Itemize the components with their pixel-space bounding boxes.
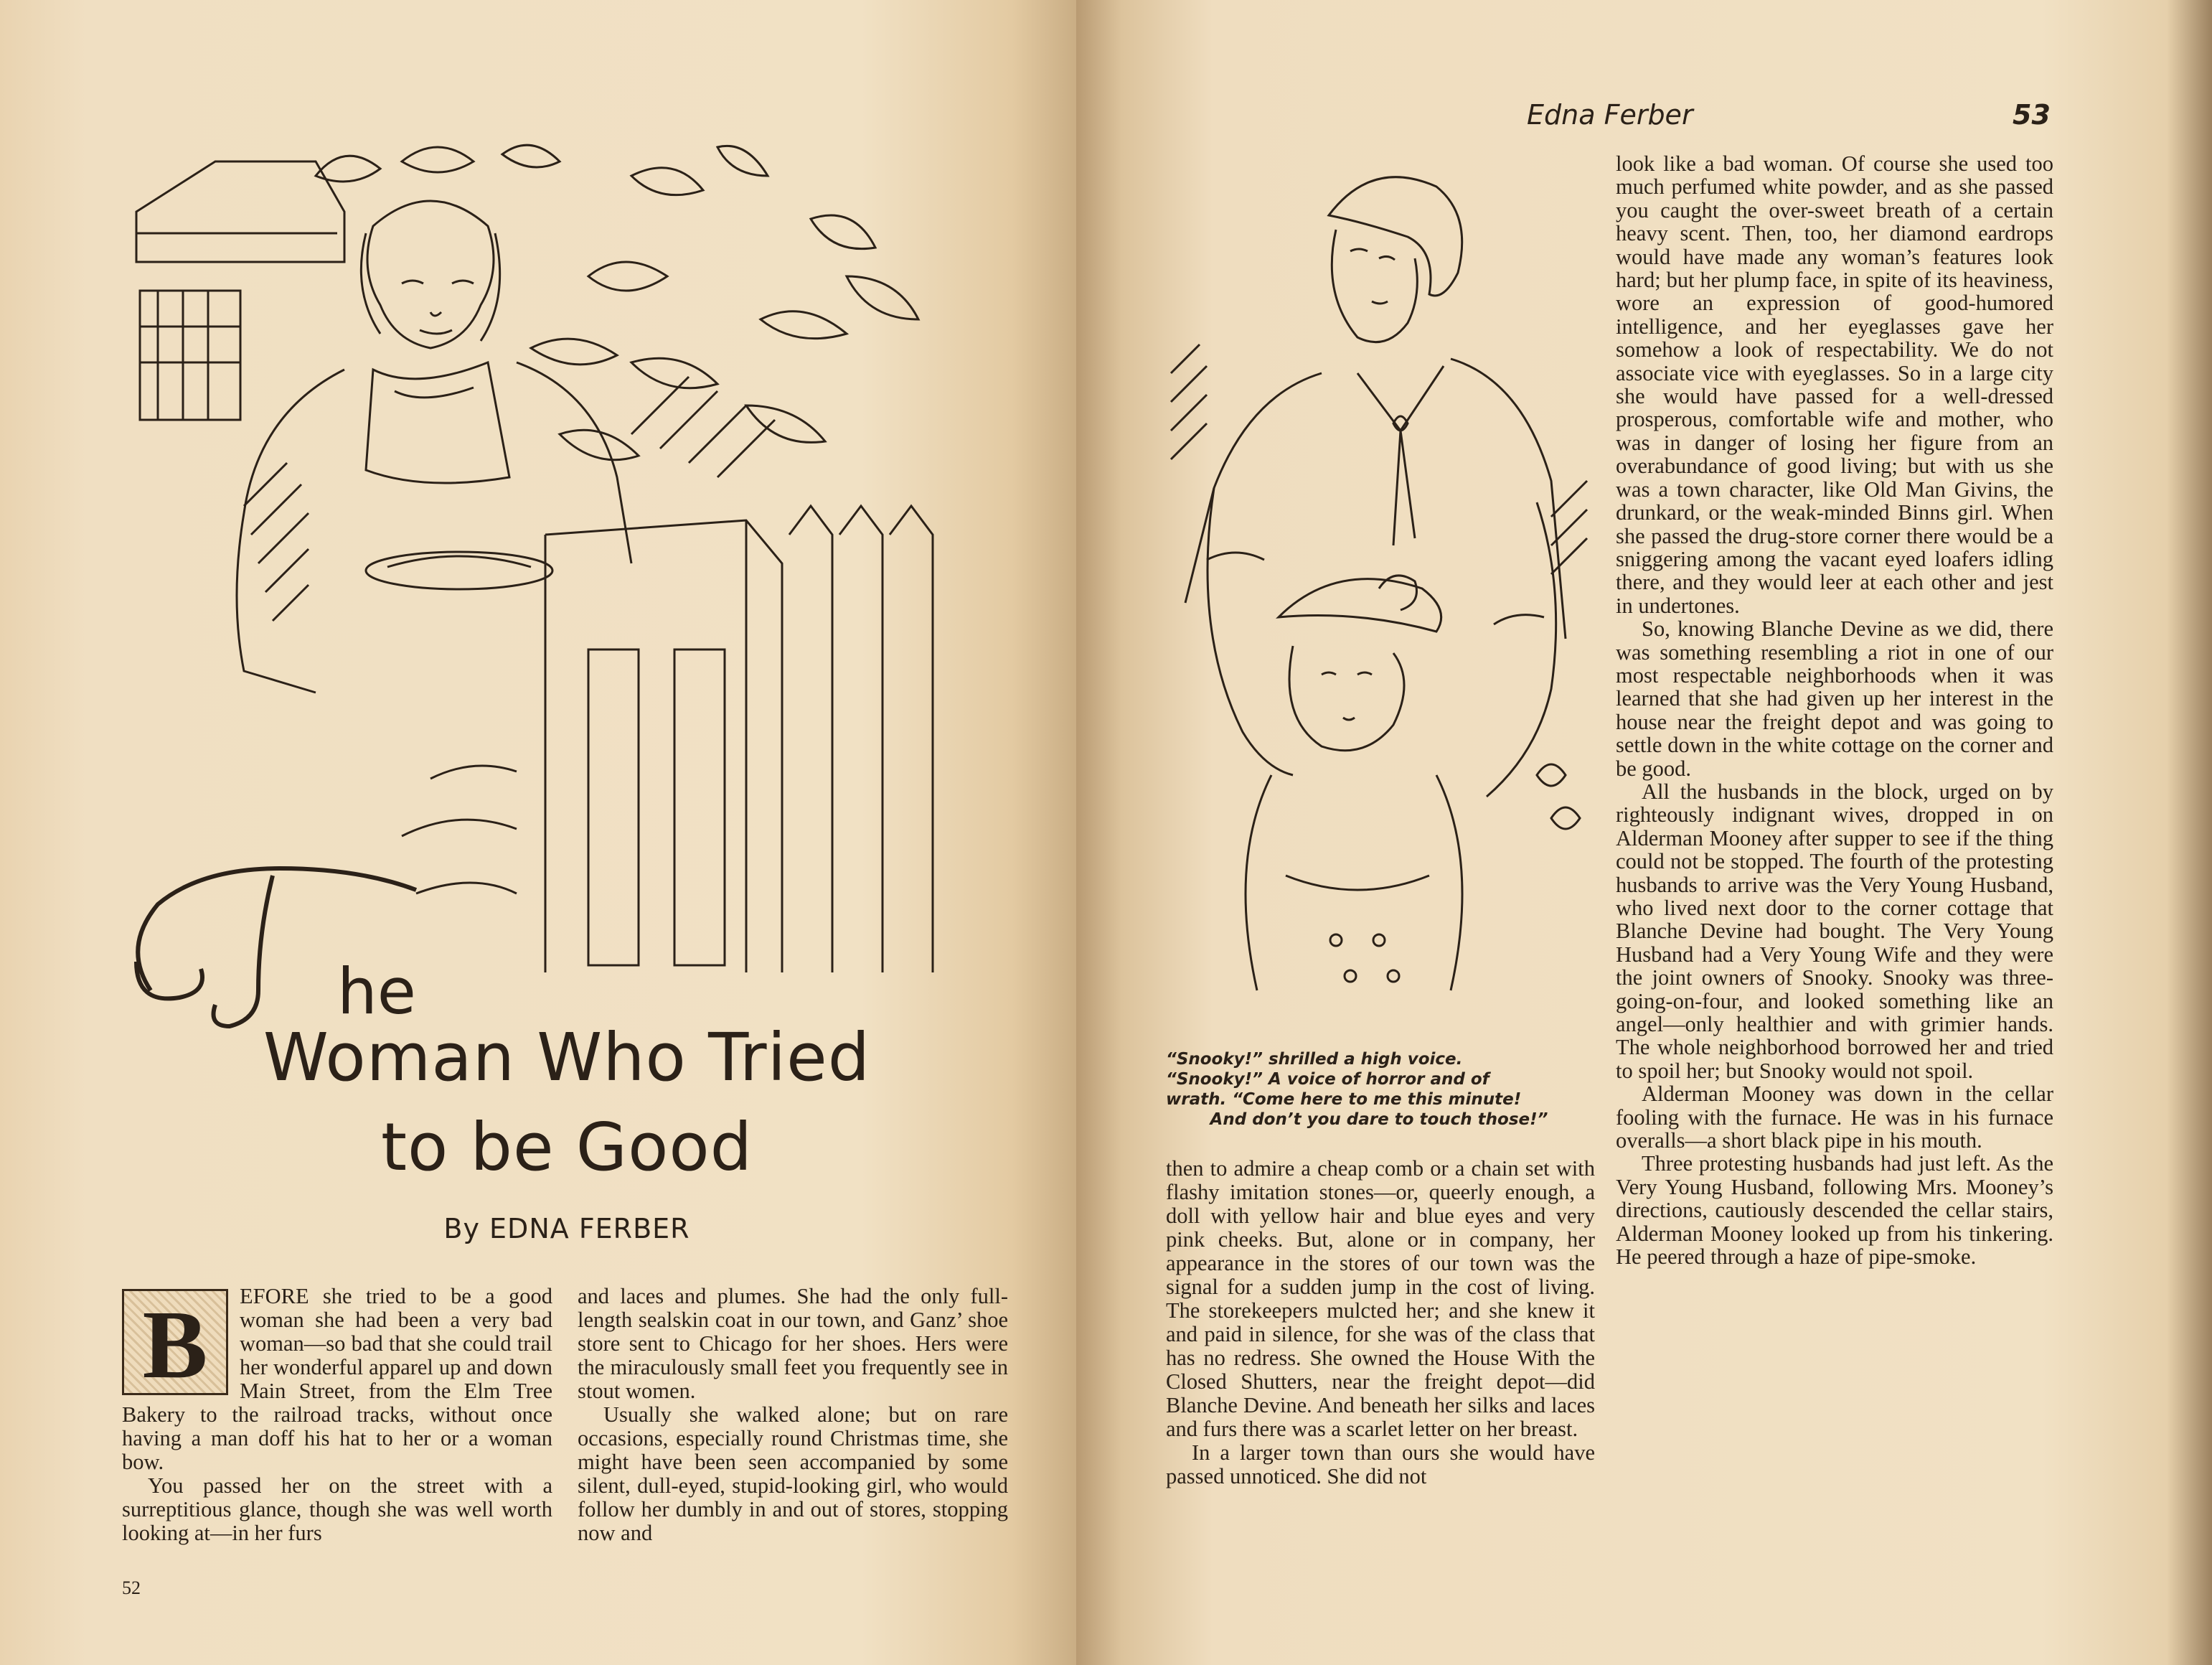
title-he: he [337, 955, 416, 1028]
paragraph: then to admire a cheap comb or a chain set with flashy imitation stones—or, queerly enough, a doll with yellow hair and blue eyes and very pink cheeks. But, alone or in company, her appearance in the stores of our town was the signal for a sudden jump in the cost of living. The storekeepers mulcted her; and she knew it and paid in silence, for she was of the class that has no redress. She owned the House With the Closed Shutters, near the freight depot—did Blanche Devine. And beneath her silks and laces and furs there was a scarlet letter on her breast. [1166, 1156, 1595, 1441]
paragraph: All the husbands in the block, urged on by righteously indignant wives, dropped in on Alderman Mooney after supper to see if the thing could not be stopped. The fourth of the protesting husbands to arrive was the Very Young Husband, who lived next door to the corner cottage that Blanche Devine had bought. The Very Young Husband had a Very Young Wife and they were the joint owners of Snooky. Snooky was three-going-on-four, and looked something like an angel—only healthier and with grimier hands. The whole neighborhood borrowed her and tried to spoil her; but Snooky would not spoil. [1616, 779, 2053, 1083]
paragraph: You passed her on the street with a surreptitious glance, though she was well worth looking at—in her furs [122, 1473, 552, 1545]
text-column-1 [122, 1285, 552, 1545]
running-head: Edna Ferber [1527, 99, 1693, 131]
paragraph: Three protesting husbands had just left. As the Very Young Husband, following Mrs. Mooney’s directions, cautiously descended the cellar stairs, Alderman Mooney looked up from his tinkering. He peered through a haze of pipe-smoke. [1616, 1151, 2053, 1270]
title-line-2: Woman Who Tried [263, 1019, 871, 1096]
caption-line: “Snooky!” A voice of horror and of [1166, 1070, 1489, 1089]
text-column-3 [1166, 1157, 1595, 1488]
paragraph: So, knowing Blanche Devine as we did, there was something resembling a riot in one of our most respectable neighborhoods when it was learned that she had given up her interest in the house near the freight depot and was going to settle down in the white cottage on the corner and be good. [1616, 616, 2053, 781]
caption-line: “Snooky!” shrilled a high voice. [1166, 1050, 1463, 1069]
title-the [122, 847, 452, 1033]
page-folio: 52 [122, 1577, 141, 1598]
illustration-caption [1166, 1049, 1592, 1130]
page-number: 53 [2013, 99, 2051, 131]
paragraph: look like a bad woman. Of course she used too much perfumed white powder, and as she passed you caught the over-sweet breath of a certain heavy scent. Then, too, her diamond eardrops would have made any woman’s features look hard; but her plump face, in spite of its heaviness, wore an expression of good-humored intelligence, and her eyeglasses gave her somehow a look of respectability. We do not associate vice with eyeglasses. So in a large city she would have passed for a well-dressed prosperous, comfortable wife and mother, who was in danger of losing her figure from an overabundance of good living; but with us she was a town character, like Old Man Givins, the drunkard, or the weak-minded Binns girl. When she passed the drug-store corner there would be a sniggering among the vacant eyed loafers idling there, and they would leer at each other and jest in undertones. [1616, 151, 2053, 618]
paragraph: and laces and plumes. She had the only full-length sealskin coat in our town, and Ganz’ shoe store sent to Chicago for her shoes. Hers were the miraculously small feet you frequently see in stout women. [578, 1284, 1008, 1403]
drop-cap: B [122, 1289, 228, 1395]
paragraph: Usually she walked alone; but on rare occasions, especially round Christmas time, she might have been seen accompanied by some silent, dull-eyed, stupid-looking girl, who would follow her dumbly in and out of stores, stopping now and [578, 1402, 1008, 1545]
left-page [0, 0, 1076, 1665]
caption-line: And don’t you dare to touch those!” [1210, 1110, 1548, 1129]
byline: By EDNA FERBER [443, 1213, 690, 1244]
paragraph: EFORE she tried to be a good woman she had been a very bad woman—so bad that she could trail her wonderful apparel up and down Main Street, from the Elm Tree Bakery to the railroad tracks, without once having a man doff his hat to her or a woman bow. [122, 1284, 552, 1474]
text-column-2 [578, 1285, 1008, 1545]
caption-line: wrath. “Come here to me this minute! [1166, 1090, 1522, 1109]
paragraph: Alderman Mooney was down in the cellar fooling with the furnace. He was in his furnace overalls—a short black pipe in his mouth. [1616, 1082, 2053, 1153]
paragraph: In a larger town than ours she would have passed unnoticed. She did not [1166, 1440, 1595, 1488]
title-line-3: to be Good [380, 1109, 753, 1186]
illustration-woman-and-child [1164, 158, 1601, 1048]
text-column-4 [1616, 152, 2053, 1269]
